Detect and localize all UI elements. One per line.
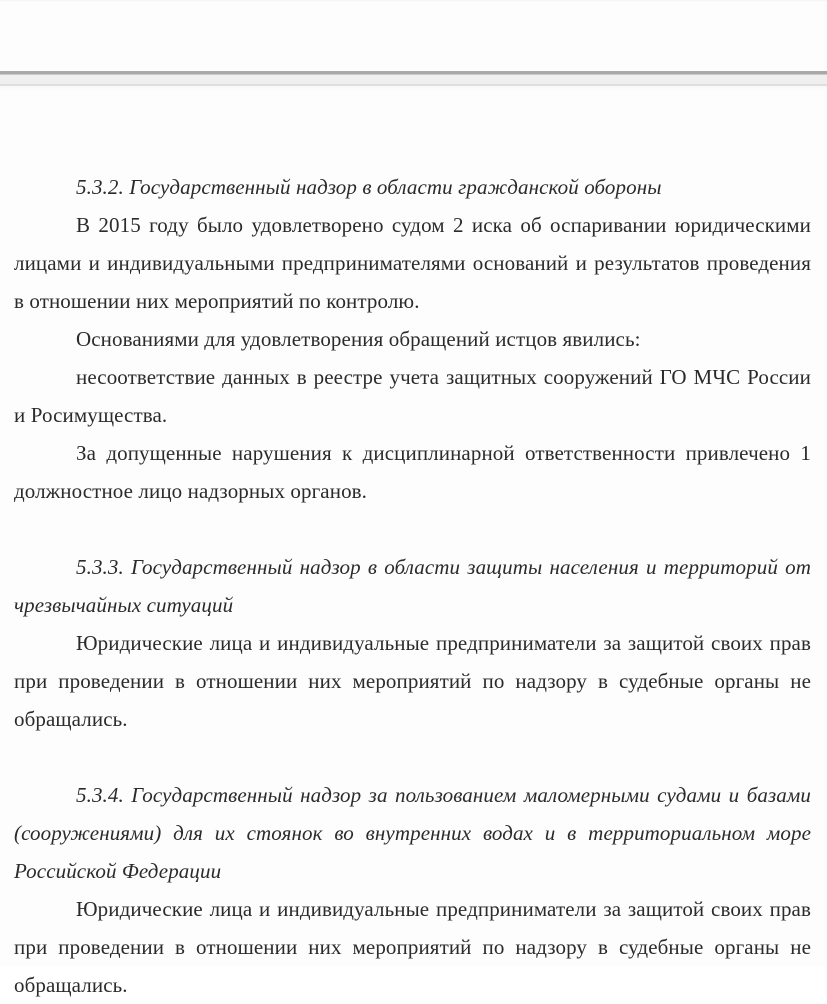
section-gap-1	[14, 510, 811, 548]
paragraph-5-3-3-1: Юридические лица и индивидуальные предприниматели за защитой своих прав при проведении в отношении них мероприятий по надзору в судебные органы не обращались.	[14, 631, 811, 731]
section-gap-2	[14, 738, 811, 776]
page-break-fade	[0, 86, 827, 90]
paragraph-5-3-2-3: несоответствие данных в реестре учета защитных сооружений ГО МЧС России и Росимущества.	[14, 365, 811, 427]
page-break-light-band	[0, 75, 827, 84]
section-heading-5-3-2: 5.3.2. Государственный надзор в области гражданской обороны	[76, 175, 662, 199]
paragraph-5-3-2-4: За допущенные нарушения к дисциплинарной ответственности привлечено 1 должностное лицо надзорных органов.	[14, 441, 811, 503]
section-heading-5-3-4: 5.3.4. Государственный надзор за пользованием маломерными судами и базами (сооружениями) для их стоянок во внутренних водах и в территориальном море Российской Федерации	[14, 783, 811, 883]
paragraph-5-3-2-1: В 2015 году было удовлетворено судом 2 иска об оспаривании юридическими лицами и индивидуальными предпринимателями оснований и результатов проведения в отношении них мероприятий по контролю.	[14, 213, 811, 313]
paragraph-5-3-4-1: Юридические лица и индивидуальные предприниматели за защитой своих прав при проведении в отношении них мероприятий по надзору в судебные органы не обращались.	[14, 897, 811, 997]
page-break-separator	[0, 69, 827, 91]
top-edge-hairline	[0, 0, 827, 2]
document-body	[14, 168, 811, 1004]
paragraph-5-3-2-2: Основаниями для удовлетворения обращений истцов явились:	[76, 327, 641, 351]
section-heading-5-3-3: 5.3.3. Государственный надзор в области защиты населения и территорий от чрезвычайных ситуаций	[14, 555, 811, 617]
